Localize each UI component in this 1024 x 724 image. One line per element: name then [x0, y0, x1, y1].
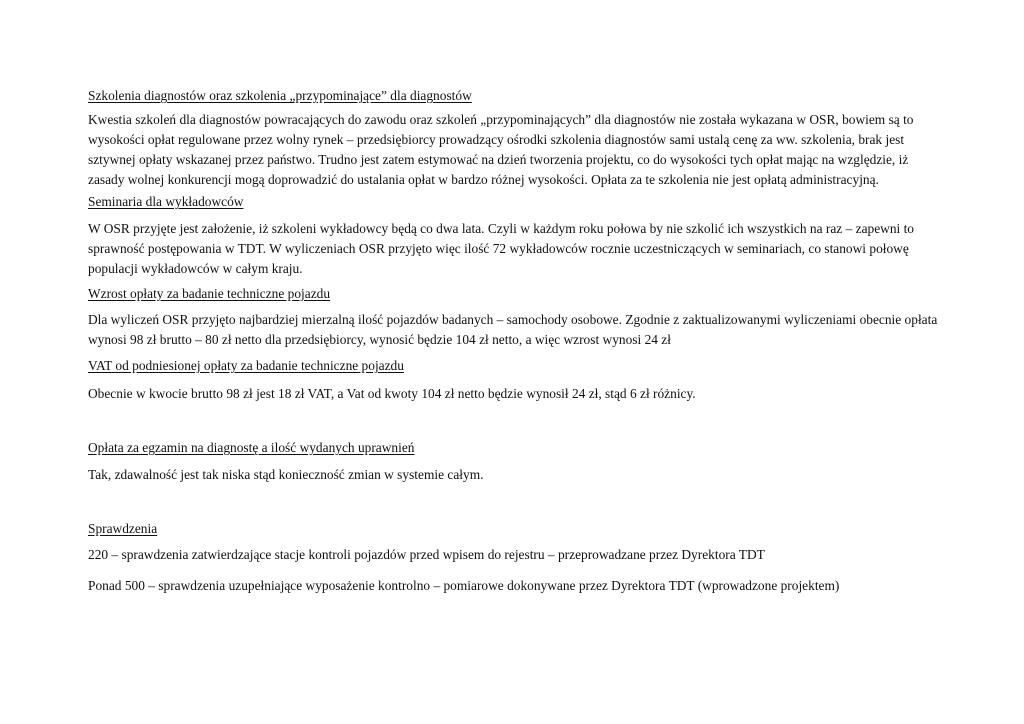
section-inspections [88, 519, 948, 539]
text-line: wynosi 98 zł brutto – 80 zł netto dla przedsiębiorcy, wynosić będzie 104 zł netto, a więc wzrost wynosi 24 zł [88, 332, 671, 347]
section-heading: Opłata za egzamin na diagnostę a ilość wydanych uprawnień [88, 440, 415, 455]
text-line: sztywnej opłaty wskazanej przez państwo. Trudno jest zatem estymować na dzień tworzenia projektu, co do wysokości tych opłat mając na względzie, iż [88, 152, 909, 167]
paragraph [88, 310, 948, 350]
section-exam-fee-body [88, 465, 948, 485]
section-fee-increase [88, 284, 948, 304]
text-line: Tak, zdawalność jest tak niska stąd konieczność zmian w systemie całym. [88, 467, 484, 482]
section-fee-increase-body [88, 310, 948, 350]
section-heading: Wzrost opłaty za badanie techniczne pojazdu [88, 286, 331, 301]
paragraph [88, 465, 948, 485]
paragraph [88, 110, 948, 190]
section-vat-body [88, 384, 948, 404]
text-line: Dla wyliczeń OSR przyjęto najbardziej mierzalną ilość pojazdów badanych – samochody osobowe. Zgodnie z zaktualizowanymi wyliczeniami obecnie opłata [88, 312, 938, 327]
text-line: Obecnie w kwocie brutto 98 zł jest 18 zł VAT, a Vat od kwoty 104 zł netto będzie wynosił 24 zł, stąd 6 zł różnicy. [88, 386, 696, 401]
section-inspections-body-2 [88, 576, 948, 596]
section-inspections-body-1 [88, 545, 948, 565]
text-line: Ponad 500 – sprawdzenia uzupełniające wyposażenie kontrolno – pomiarowe dokonywane przez Dyrektora TDT (wprowadzone projektem) [88, 578, 840, 593]
paragraph [88, 384, 948, 404]
section-heading: Sprawdzenia [88, 521, 158, 536]
text-line: 220 – sprawdzenia zatwierdzające stacje kontroli pojazdów przed wpisem do rejestru – przeprowadzane przez Dyrektora TDT [88, 547, 765, 562]
section-seminars-body [88, 219, 948, 279]
text-line: wysokości opłat regulowane przez wolny rynek – przedsiębiorcy prowadzący ośrodki szkolenia diagnostów sami ustalą cenę za ww. szkolenia, brak jest [88, 132, 905, 147]
text-line: W OSR przyjęte jest założenie, iż szkoleni wykładowcy będą co dwa lata. Czyli w każdym roku połowa by nie szkolić ich wszystkich na raz – zapewni to [88, 221, 914, 236]
section-heading: Seminaria dla wykładowców [88, 194, 244, 209]
section-heading: Szkolenia diagnostów oraz szkolenia „przypominające” dla diagnostów [88, 88, 472, 103]
section-vat [88, 356, 948, 376]
paragraph [88, 576, 948, 596]
section-seminars [88, 192, 948, 212]
section-heading: VAT od podniesionej opłaty za badanie techniczne pojazdu [88, 358, 404, 373]
text-line: Kwestia szkoleń dla diagnostów powracających do zawodu oraz szkoleń „przypominających” dla diagnostów nie została wykazana w OSR, bowiem są to [88, 112, 914, 127]
text-line: sprawność postępowania w TDT. W wyliczeniach OSR przyjęto więc ilość 72 wykładowców rocznie uczestniczących w seminariach, co stanowi połowę [88, 241, 909, 256]
section-exam-fee [88, 438, 948, 458]
section-training [88, 86, 948, 106]
paragraph [88, 219, 948, 279]
paragraph [88, 545, 948, 565]
text-line: populacji wykładowców w całym kraju. [88, 261, 303, 276]
text-line: zasady wolnej konkurencji mogą doprowadzić do ustalania opłat w bardzo różnej wysokości. Opłata za te szkolenia nie jest opłatą administracyjną. [88, 172, 879, 187]
section-training-body [88, 110, 948, 190]
